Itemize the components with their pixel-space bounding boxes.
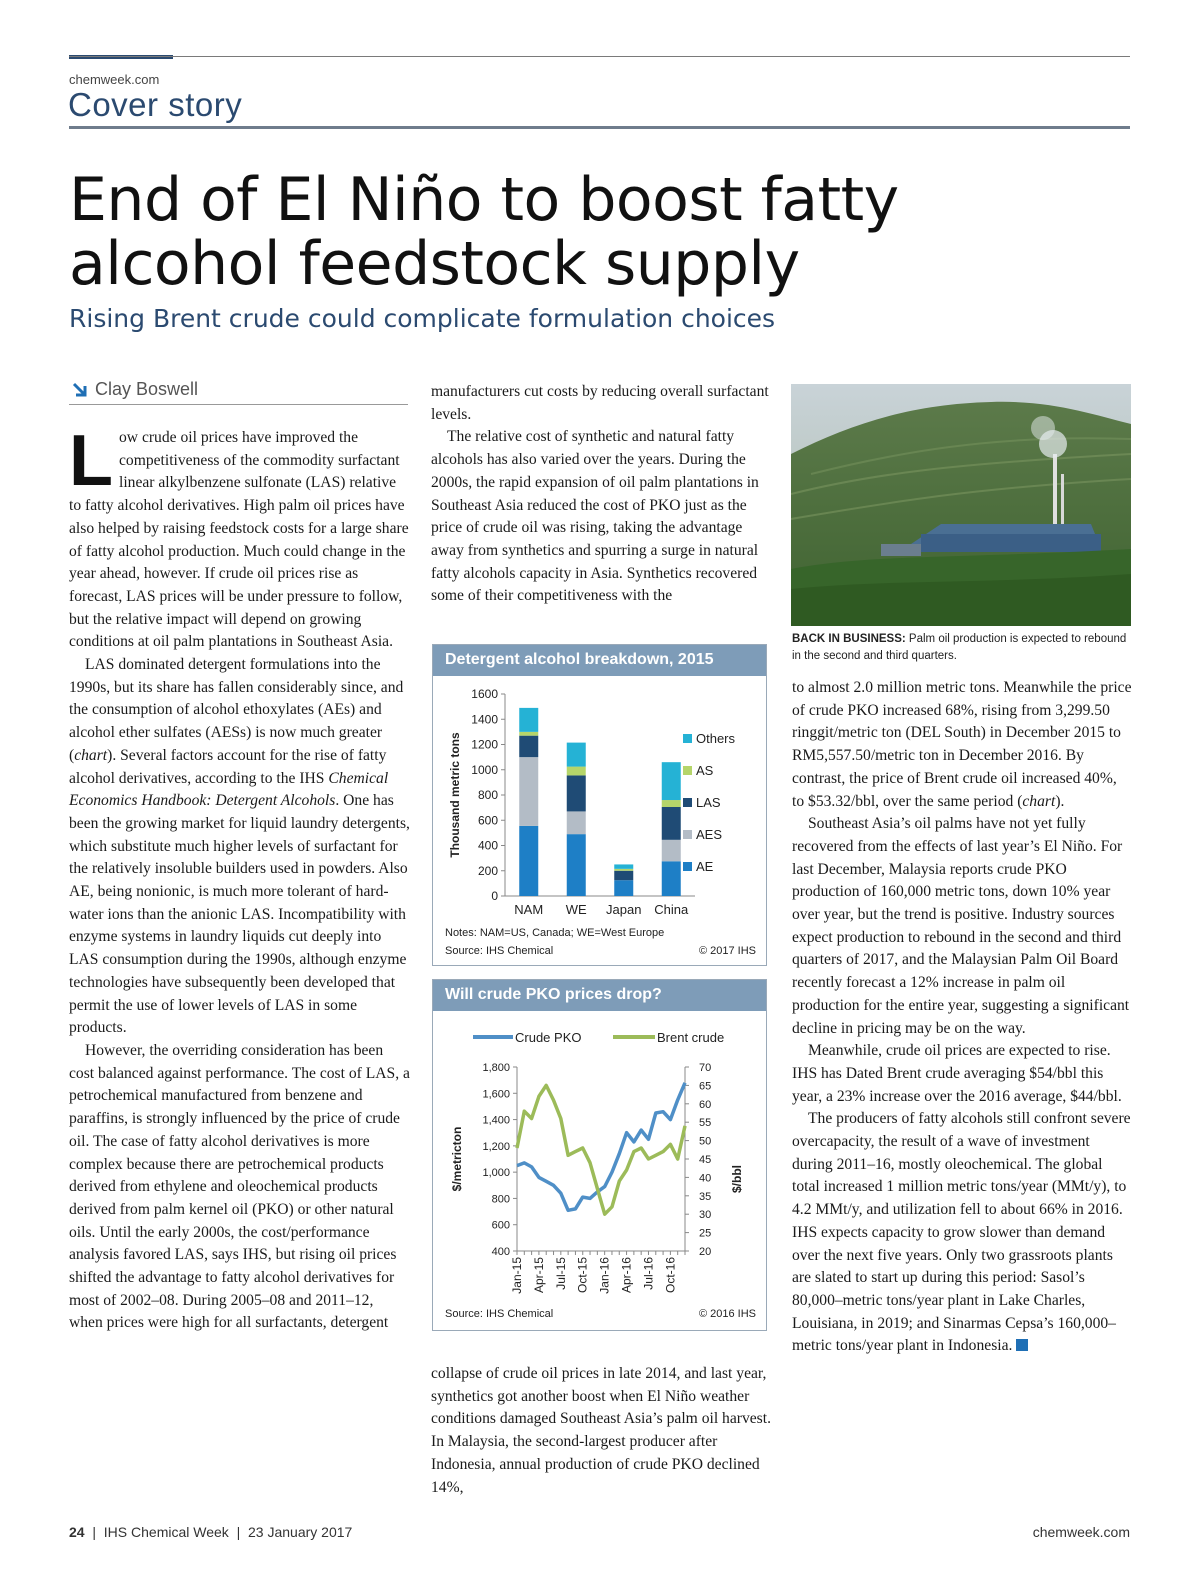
- legend-label: AES: [696, 827, 723, 842]
- paragraph: However, the overriding consideration has been cost balanced against performance. The cost of LAS, a petrochemical manufactured from benzene and paraffins, is strongly influenced by the price of crude oil. The case of fatty alcohol derivatives is more complex because there are petrochemical products derived from ethylene and oleochemical products derived from palm kernel oil (PKO) or other natural oils. Until the early 2000s, the cost/performance analysis favored LAS, says IHS, but rising oil prices shifted the advantage to fatty alcohol derivatives for most of 2002–08. During 2005–08 and 2011–12, when prices were high for all surfactants, detergent: [69, 1041, 410, 1332]
- legend-swatch: [683, 766, 692, 775]
- y-tick-label: 600: [477, 813, 498, 828]
- y-axis-label: Thousand metric tons: [448, 732, 462, 858]
- y-tick-label: 1600: [471, 687, 498, 701]
- headline-line-2: alcohol feedstock supply: [69, 229, 800, 299]
- x-tick-label: Japan: [606, 902, 642, 917]
- publication-name: IHS Chemical Week: [103, 1524, 229, 1540]
- y-tick-label-right: 25: [699, 1227, 712, 1240]
- y-tick-label-right: 20: [699, 1246, 712, 1258]
- bar-segment: [614, 880, 633, 896]
- paragraph: to almost 2.0 million metric tons. Meanwhile the price of crude PKO increased 68%, rising from 3,299.50 ringgit/metric ton (DEL South) in December 2015 to RM5,557.50/metric ton in December 2016. By contrast, the price of Brent crude oil increased 40%, to $53.32/bbl, over the same period (chart).: [792, 679, 1132, 810]
- chart-notes: Notes: NAM=US, Canada; WE=West Europe: [445, 927, 665, 939]
- headline-line-1: End of El Niño to boost fatty: [69, 165, 899, 235]
- footer-site: chemweek.com: [1032, 1524, 1130, 1540]
- y-tick-label: 1,200: [482, 1140, 510, 1153]
- x-tick-label: Jan-15: [510, 1257, 524, 1294]
- y-axis-label-left: $/metricton: [450, 1126, 464, 1192]
- legend-label: Others: [696, 731, 736, 746]
- paragraph: Low crude oil prices have improved the competitiveness of the commodity surfactant linear alkylbenzene sulfonate (LAS) relative to fatty alcohol derivatives. High palm oil prices have also helped by raising feedstock costs for a large share of fatty alcohol production. Much could change in the year ahead, however. If crude oil prices rise as forecast, LAS prices will be under pressure to follow, but the relative impact will depend on growing conditions at oil palm plantations in Southeast Asia.: [69, 421, 409, 651]
- y-axis-label-right: $/bbl: [730, 1164, 744, 1194]
- x-tick-label: Oct-16: [663, 1257, 678, 1294]
- y-tick-label-right: 35: [699, 1190, 712, 1203]
- legend-label: AE: [696, 859, 714, 874]
- x-tick-label: Apr-16: [619, 1257, 634, 1294]
- y-tick-label-right: 70: [699, 1062, 712, 1074]
- section-title: Cover story: [68, 86, 243, 123]
- bar-chart: [433, 676, 768, 967]
- y-tick-label: 1200: [471, 737, 498, 752]
- y-tick-label: 0: [491, 889, 498, 903]
- y-tick-label: 600: [491, 1219, 510, 1232]
- byline: [69, 379, 408, 405]
- chart-pko-prices: [432, 979, 767, 1331]
- chart-source: Source: IHS Chemical: [445, 1308, 554, 1320]
- legend-label: Brent crude: [657, 1030, 725, 1045]
- x-tick-label: Jul-16: [641, 1257, 656, 1290]
- y-tick-label: 1,400: [482, 1114, 510, 1127]
- page-number: 24: [69, 1524, 85, 1540]
- line-chart: [433, 1011, 768, 1332]
- column-2-top: [431, 381, 771, 608]
- y-tick-label-right: 55: [699, 1117, 712, 1130]
- deck: Rising Brent crude could complicate formulation choices: [69, 304, 776, 333]
- legend-swatch: [683, 830, 692, 839]
- y-tick-label-right: 65: [699, 1080, 712, 1093]
- x-tick-label: Oct-15: [575, 1257, 590, 1294]
- x-tick-label: WE: [565, 902, 587, 917]
- end-mark: [1016, 1339, 1028, 1351]
- y-tick-label: 1000: [471, 762, 498, 777]
- y-tick-label-right: 60: [699, 1098, 712, 1111]
- x-tick-label: NAM: [514, 902, 544, 917]
- bar-segment: [567, 834, 586, 896]
- series-line: [517, 1085, 685, 1214]
- y-tick-label: 1,600: [482, 1088, 510, 1101]
- bar-segment: [519, 732, 538, 736]
- y-tick-label: 1400: [471, 712, 498, 727]
- bar-segment: [519, 708, 538, 732]
- section-rule: [69, 126, 1130, 129]
- headline: [69, 165, 1119, 299]
- byline-author: Clay Boswell: [95, 379, 199, 399]
- paragraph: The relative cost of synthetic and natural fatty alcohols has also varied over the years. During the 2000s, the rapid expansion of oil palm plantations in Southeast Asia reduced the cost of PKO just as the price of crude oil was rising, taking the advantage away from synthetics and spurring a surge in natural fatty alcohols capacity in Asia. Synthetics recovered some of their competitiveness with the: [431, 428, 759, 605]
- bar-segment: [614, 871, 633, 880]
- drop-cap: L: [69, 421, 113, 501]
- bar-segment: [519, 826, 538, 896]
- arrow-down-right-icon: [69, 379, 91, 401]
- paragraph: collapse of crude oil prices in late 2014, and last year, synthetics got another boost when El Niño weather conditions damaged Southeast Asia’s palm oil harvest. In Malaysia, the second-largest producer after Indonesia, annual production of crude PKO declined 14%,: [431, 1365, 771, 1496]
- legend-swatch: [683, 862, 692, 871]
- column-2-bottom: [431, 1363, 771, 1499]
- bar-segment: [662, 807, 681, 840]
- paragraph: The producers of fatty alcohols still confront severe overcapacity, the result of a wave of investment during 2011–16, mostly oleochemical. The global total increased 1 million metric tons/year (MMt/y), to 4.2 MMt/y, and utilization fell to about 66% in 2016. IHS expects capacity to grow slower than demand over the next five years. Only two grassroots plants are slated to start up during this period: Sasol’s 80,000–metric tons/year plant in Lake Charles, Louisiana, in 2019; and Sinarmas Cepsa’s 160,000–metric tons/year plant in Indonesia.: [792, 1110, 1131, 1355]
- y-tick-label: 400: [491, 1246, 510, 1258]
- y-tick-label: 1,000: [482, 1167, 510, 1180]
- palm-oil-plantation-photo: [791, 384, 1131, 626]
- chart-title: Detergent alcohol breakdown, 2015: [433, 645, 766, 676]
- footer-left: 24 | IHS Chemical Week | 23 January 2017: [69, 1524, 353, 1540]
- bar-segment: [567, 775, 586, 811]
- bar-segment: [567, 811, 586, 834]
- x-tick-label: Apr-15: [531, 1257, 546, 1294]
- chart-detergent-alcohol: [432, 644, 767, 966]
- issue-date: 23 January 2017: [248, 1524, 353, 1540]
- bar-segment: [567, 767, 586, 776]
- legend-label: AS: [696, 763, 714, 778]
- bar-segment: [662, 840, 681, 861]
- paragraph: Meanwhile, crude oil prices are expected to rise. IHS has Dated Brent crude averaging $54/bbl this year, a 23% increase over the 2016 average, $44/bbl.: [792, 1042, 1122, 1105]
- y-tick-label: 800: [491, 1193, 510, 1206]
- paragraph: LAS dominated detergent formulations into the 1990s, but its share has fallen considerably since, and the consumption of alcohol ethoxylates (AEs) and alcohol ether sulfates (AESs) is now much greater (chart). Several factors account for the rise of fatty alcohol derivatives, according to the IHS Chemical Economics Handbook: Detergent Alcohols. One has been the growing market for liquid laundry detergents, which substitute much higher levels of surfactant for the relatively insoluble builders used in powders. Also AE, being nonionic, is much more tolerant of hard-water ions than the anionic LAS. Incompatibility with enzyme systems in laundry liquids cut deeply into LAS consumption during the 1990s, although enzyme technologies have subsequently been developed that permit the use of lower levels of LAS in some products.: [69, 656, 410, 1037]
- x-tick-label: Jan-16: [597, 1257, 612, 1294]
- bar-segment: [614, 864, 633, 868]
- legend-label: Crude PKO: [515, 1030, 582, 1045]
- series-line: [517, 1083, 685, 1211]
- chart-title: Will crude PKO prices drop?: [433, 980, 766, 1011]
- bar-segment: [662, 861, 681, 896]
- legend-label: LAS: [696, 795, 721, 810]
- bar-segment: [662, 800, 681, 807]
- y-tick-label-right: 30: [699, 1209, 712, 1222]
- chart-copyright: © 2017 IHS: [698, 945, 756, 957]
- chart-source: Source: IHS Chemical: [445, 945, 554, 957]
- y-tick-label: 800: [477, 788, 498, 802]
- y-tick-label-right: 40: [699, 1172, 712, 1185]
- legend-swatch: [683, 798, 692, 807]
- y-tick-label-right: 50: [699, 1135, 712, 1148]
- column-1: [69, 421, 410, 1335]
- bar-segment: [567, 743, 586, 767]
- photo-caption: BACK IN BUSINESS: Palm oil production is expected to rebound in the second and third quarters.: [792, 633, 1127, 662]
- chart-copyright: © 2016 IHS: [698, 1308, 756, 1320]
- x-tick-label: Jul-15: [553, 1257, 568, 1290]
- header-rule: [69, 56, 1130, 57]
- column-3: [792, 677, 1132, 1358]
- paragraph: Southeast Asia’s oil palms have not yet fully recovered from the effects of last year’s El Niño. For last December, Malaysia reports crude PKO production of 160,000 metric tons, down 10% year over year, but the trend is positive. Industry sources expect production to rebound in the second and third quarters of 2017, and the Malaysian Palm Oil Board recently forecast a 12% increase in palm oil production for the entire year, suggesting a significant decline in pricing may be on the way.: [792, 815, 1130, 1037]
- y-tick-label: 1,800: [482, 1062, 510, 1074]
- legend-swatch: [683, 734, 692, 743]
- y-tick-label: 200: [477, 863, 498, 878]
- y-tick-label-right: 45: [699, 1154, 712, 1166]
- x-tick-label: China: [654, 902, 689, 917]
- bar-segment: [519, 736, 538, 757]
- y-tick-label: 400: [477, 838, 498, 853]
- paragraph: manufacturers cut costs by reducing overall surfactant levels.: [431, 383, 769, 423]
- site-name: chemweek.com: [69, 72, 160, 87]
- bar-segment: [662, 762, 681, 800]
- bar-segment: [519, 757, 538, 826]
- bar-segment: [614, 869, 633, 871]
